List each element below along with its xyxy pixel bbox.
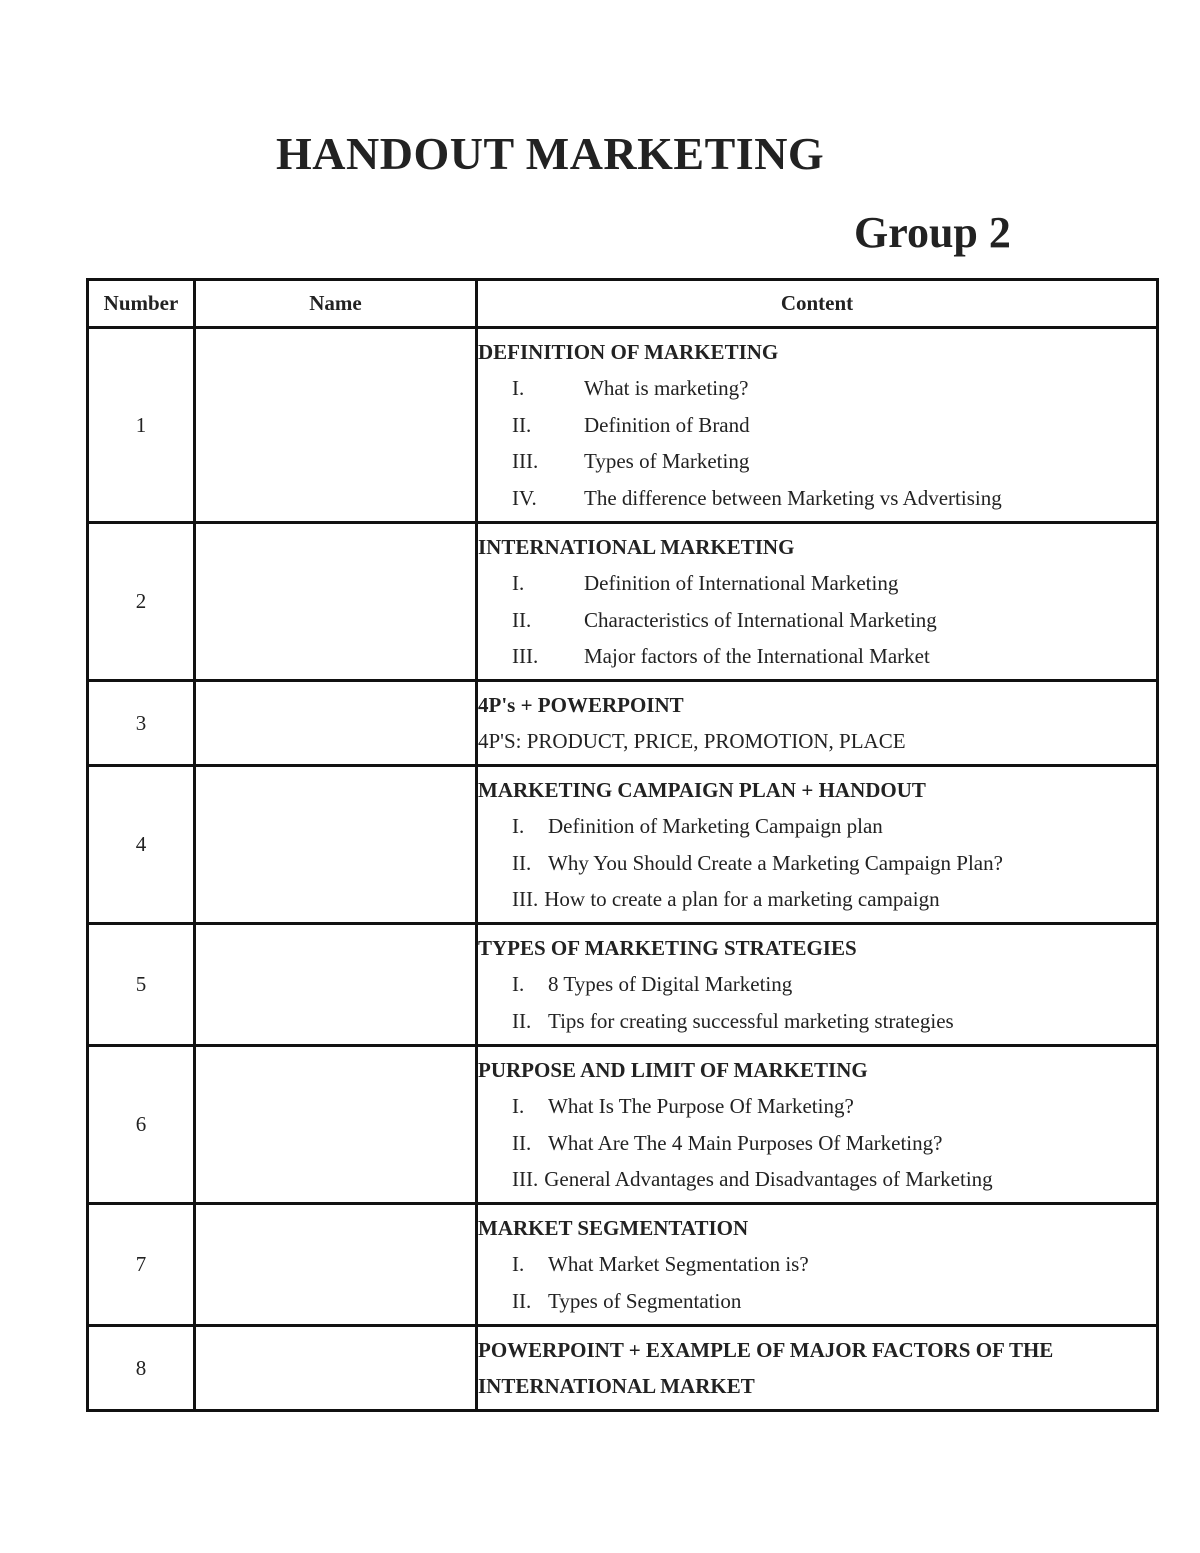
roman-numeral: II. xyxy=(512,1288,532,1313)
row-content xyxy=(477,924,1158,1046)
list-item xyxy=(478,881,1156,918)
roman-numeral: I. xyxy=(512,814,525,838)
roman-numeral: IV. xyxy=(512,485,537,510)
roman-numeral: II. xyxy=(512,607,532,632)
item-text: What Is The Purpose Of Marketing? xyxy=(548,1094,854,1118)
row-content xyxy=(477,1326,1158,1411)
item-text: Definition of Marketing Campaign plan xyxy=(548,814,883,838)
list-item xyxy=(478,443,1156,480)
assignment-table xyxy=(86,278,1159,1412)
item-text: Types of Segmentation xyxy=(548,1288,742,1313)
row-name xyxy=(195,328,477,523)
table-row xyxy=(88,924,1158,1046)
roman-numeral: II. xyxy=(512,412,532,437)
topic-heading: DEFINITION OF MARKETING xyxy=(478,339,779,364)
row-number: 4 xyxy=(88,766,195,924)
item-text: General Advantages and Disadvantages of Marketing xyxy=(544,1167,993,1191)
row-name xyxy=(195,681,477,766)
row-content xyxy=(477,766,1158,924)
roman-numeral: III. xyxy=(512,449,539,474)
list-item xyxy=(478,845,1156,882)
row-number: 5 xyxy=(88,924,195,1046)
table-row xyxy=(88,1326,1158,1411)
table-row xyxy=(88,681,1158,766)
item-text: Types of Marketing xyxy=(584,449,750,474)
list-item xyxy=(478,1283,1156,1320)
roman-numeral: III. xyxy=(512,887,539,911)
roman-numeral: II. xyxy=(512,1008,532,1033)
header-content: Content xyxy=(477,280,1158,328)
item-text: Definition of Brand xyxy=(584,412,750,437)
topic-heading: POWERPOINT + EXAMPLE OF MAJOR FACTORS OF THE INTERNATIONAL MARKET xyxy=(478,1337,1054,1398)
list-item xyxy=(478,1246,1156,1283)
roman-numeral: II. xyxy=(512,850,532,875)
list-item xyxy=(478,370,1156,407)
row-name xyxy=(195,1046,477,1204)
list-item xyxy=(478,638,1156,675)
roman-numeral: II. xyxy=(512,1130,532,1155)
item-text: What Are The 4 Main Purposes Of Marketing? xyxy=(548,1130,943,1155)
document-title: HANDOUT MARKETING xyxy=(276,128,825,179)
row-content xyxy=(477,681,1158,766)
list-item xyxy=(478,480,1156,517)
row-content xyxy=(477,1204,1158,1326)
table-row xyxy=(88,523,1158,681)
list-item xyxy=(478,1003,1156,1040)
item-text: Characteristics of International Marketing xyxy=(584,607,937,632)
row-number: 8 xyxy=(88,1326,195,1411)
item-text: Definition of International Marketing xyxy=(584,571,899,595)
row-number: 2 xyxy=(88,523,195,681)
list-item xyxy=(478,1125,1156,1162)
roman-numeral: III. xyxy=(512,644,539,668)
header-number: Number xyxy=(88,280,195,328)
list-item xyxy=(478,1161,1156,1198)
item-text: Why You Should Create a Marketing Campaign Plan? xyxy=(548,850,1003,875)
topic-heading: INTERNATIONAL MARKETING xyxy=(478,534,795,559)
row-name xyxy=(195,766,477,924)
topic-heading: PURPOSE AND LIMIT OF MARKETING xyxy=(478,1057,868,1082)
item-text: How to create a plan for a marketing campaign xyxy=(544,887,940,911)
table-row xyxy=(88,1046,1158,1204)
row-number: 1 xyxy=(88,328,195,523)
topic-heading: 4P's + POWERPOINT xyxy=(478,692,684,717)
item-text: What is marketing? xyxy=(584,376,749,401)
row-number: 3 xyxy=(88,681,195,766)
list-item xyxy=(478,407,1156,444)
row-name xyxy=(195,1326,477,1411)
row-name xyxy=(195,1204,477,1326)
table-row xyxy=(88,1204,1158,1326)
topic-heading: MARKETING CAMPAIGN PLAN + HANDOUT xyxy=(478,777,926,802)
roman-numeral: I. xyxy=(512,972,525,997)
group-label: Group 2 xyxy=(854,208,1011,257)
table-header-row xyxy=(88,280,1158,328)
table-row xyxy=(88,766,1158,924)
roman-numeral: I. xyxy=(512,1252,525,1277)
roman-numeral: I. xyxy=(512,1094,525,1118)
header-name: Name xyxy=(195,280,477,328)
row-content xyxy=(477,523,1158,681)
list-item xyxy=(478,808,1156,845)
roman-numeral: III. xyxy=(512,1167,539,1191)
list-item xyxy=(478,565,1156,602)
list-item xyxy=(478,602,1156,639)
topic-heading: MARKET SEGMENTATION xyxy=(478,1215,749,1240)
item-text: 8 Types of Digital Marketing xyxy=(548,972,793,997)
topic-subtext: 4P'S: PRODUCT, PRICE, PROMOTION, PLACE xyxy=(478,729,906,753)
row-number: 6 xyxy=(88,1046,195,1204)
row-number: 7 xyxy=(88,1204,195,1326)
item-text: Major factors of the International Market xyxy=(584,644,930,668)
row-name xyxy=(195,523,477,681)
item-text: The difference between Marketing vs Advertising xyxy=(584,485,1002,510)
row-content xyxy=(477,328,1158,523)
roman-numeral: I. xyxy=(512,571,525,595)
list-item xyxy=(478,966,1156,1003)
topic-heading: TYPES OF MARKETING STRATEGIES xyxy=(478,935,857,960)
item-text: Tips for creating successful marketing strategies xyxy=(548,1008,954,1033)
roman-numeral: I. xyxy=(512,376,525,401)
table-row xyxy=(88,328,1158,523)
list-item xyxy=(478,1088,1156,1125)
row-content xyxy=(477,1046,1158,1204)
item-text: What Market Segmentation is? xyxy=(548,1252,809,1277)
row-name xyxy=(195,924,477,1046)
